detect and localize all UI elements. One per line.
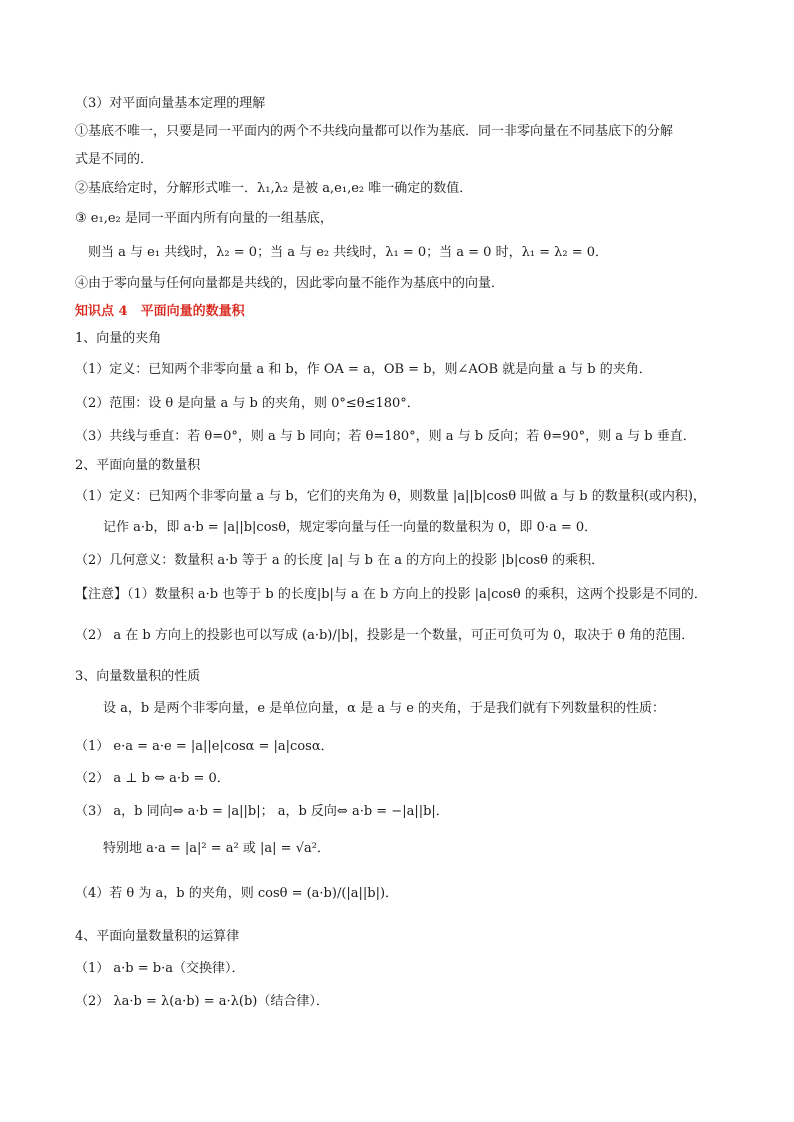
section-subheading: （3）对平面向量基本定理的理解: [75, 96, 266, 111]
law-line: （1） a·b = b·a（交换律）．: [75, 961, 245, 976]
subsection-heading: 3、向量数量积的性质: [75, 669, 201, 684]
paragraph-line: 记作 a·b，即 a·b = |a||b|cosθ，规定零向量与任一向量的数量积为 0，即 0·a = 0．: [103, 520, 598, 535]
section-heading: 知识点 4 平面向量的数量积: [75, 304, 245, 319]
paragraph-line: ②基底给定时，分解形式唯一．λ₁,λ₂ 是被 a,e₁,e₂ 唯一确定的数值．: [75, 181, 473, 196]
paragraph-line: 则当 a 与 e₁ 共线时，λ₂ = 0；当 a 与 e₂ 共线时，λ₁ = 0；当 a = 0 时，λ₁ = λ₂ = 0．: [88, 245, 609, 260]
paragraph-line: （1）定义：已知两个非零向量 a 和 b，作 OA = a，OB = b，则∠AOB 就是向量 a 与 b 的夹角．: [75, 362, 652, 377]
paragraph-line: ①基底不唯一，只要是同一平面内的两个不共线向量都可以作为基底．同一非零向量在不同基底下的分解: [75, 124, 674, 139]
paragraph-line: （2）几何意义：数量积 a·b 等于 a 的长度 |a| 与 b 在 a 的方向上的投影 |b|cosθ 的乘积．: [75, 553, 605, 568]
paragraph-line: （2）范围：设 θ 是向量 a 与 b 的夹角，则 0°≤θ≤180°．: [75, 396, 420, 411]
note-line: （2） a 在 b 方向上的投影也可以写成 (a·b)/|b|，投影是一个数量，可正可负可为 0，取决于 θ 角的范围．: [75, 628, 695, 643]
subsection-heading: 1、向量的夹角: [75, 331, 162, 346]
paragraph-line: （1）定义：已知两个非零向量 a 与 b，它们的夹角为 θ，则数量 |a||b|cosθ 叫做 a 与 b 的数量积(或内积)，: [75, 489, 706, 504]
property-line: （1） e·a = a·e = |a||e|cosα = |a|cosα．: [75, 739, 334, 754]
paragraph-line: ④由于零向量与任何向量都是共线的，因此零向量不能作为基底中的向量．: [75, 276, 505, 291]
paragraph-line: ③ e₁,e₂ 是同一平面内所有向量的一组基底，: [75, 211, 333, 226]
paragraph-line: 式是不同的．: [75, 152, 154, 167]
property-line: （3） a，b 同向⇔ a·b = |a||b|； a，b 反向⇔ a·b = −|a||b|．: [75, 804, 449, 819]
property-line: 特别地 a·a = |a|² = a² 或 |a| = √a²．: [103, 841, 330, 856]
paragraph-line: 设 a，b 是两个非零向量，e 是单位向量，α 是 a 与 e 的夹角，于是我们就有下列数量积的性质：: [103, 701, 666, 716]
paragraph-line: （3）共线与垂直：若 θ=0°，则 a 与 b 同向；若 θ=180°，则 a 与 b 反向；若 θ=90°，则 a 与 b 垂直．: [75, 429, 696, 444]
law-line: （2） λa·b = λ(a·b) = a·λ(b)（结合律）．: [75, 994, 329, 1009]
subsection-heading: 2、平面向量的数量积: [75, 458, 201, 473]
property-line: （4）若 θ 为 a，b 的夹角，则 cosθ = (a·b)/(|a||b|)．: [75, 886, 399, 901]
note-line: 【注意】（1）数量积 a·b 也等于 b 的长度|b|与 a 在 b 方向上的投影 |a|cosθ 的乘积，这两个投影是不同的．: [75, 587, 707, 602]
subsection-heading: 4、平面向量数量积的运算律: [75, 929, 240, 944]
property-line: （2） a ⊥ b ⇔ a·b = 0．: [75, 771, 230, 786]
